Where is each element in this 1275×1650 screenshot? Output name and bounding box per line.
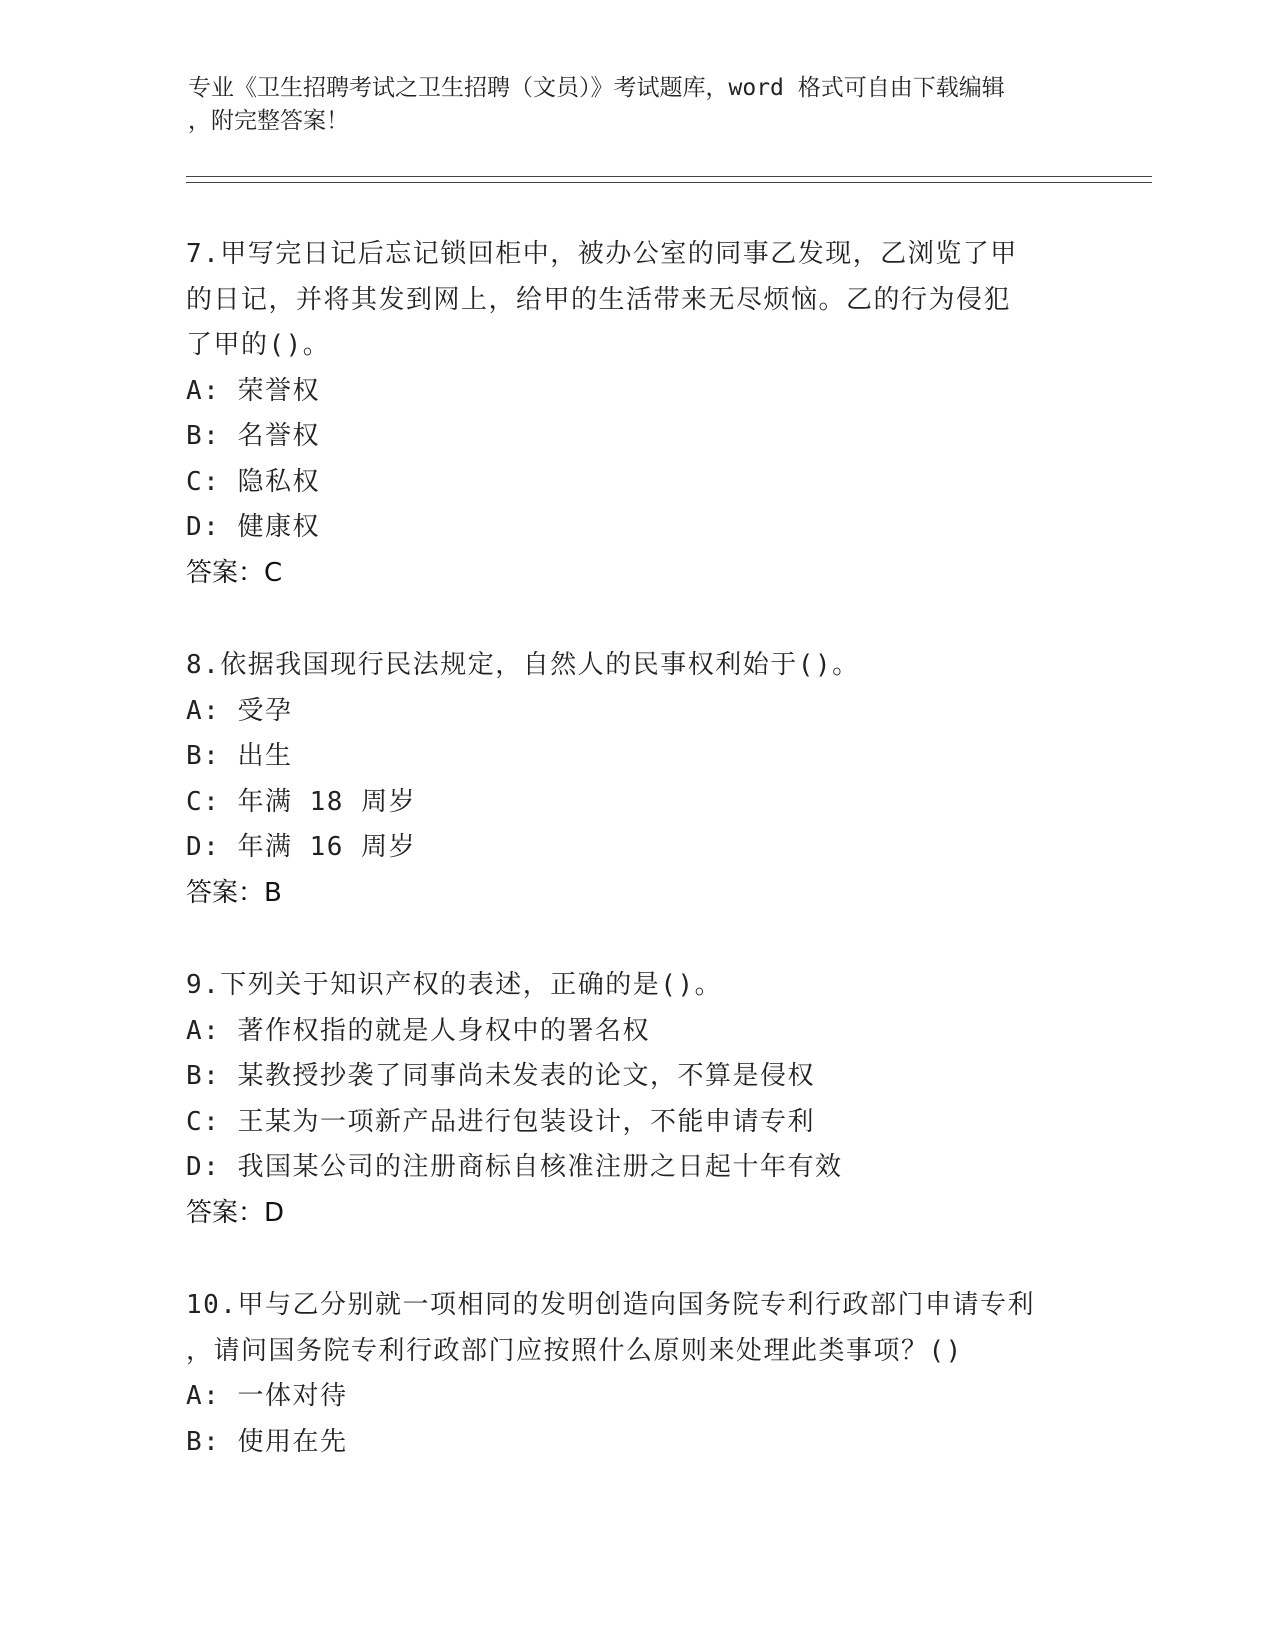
option-d: D: 我国某公司的注册商标自核准注册之日起十年有效 bbox=[186, 1152, 843, 1182]
document-header bbox=[188, 72, 1088, 138]
answer: 答案：C bbox=[186, 557, 283, 588]
option-a: A: 受孕 bbox=[186, 695, 293, 726]
question-9 bbox=[186, 963, 1086, 1236]
question-7 bbox=[186, 232, 1086, 596]
header-line: 专业《卫生招聘考试之卫生招聘（文员）》考试题库，word 格式可自由下载编辑 bbox=[188, 75, 1005, 101]
header-divider bbox=[186, 182, 1152, 183]
option-b: B: 名誉权 bbox=[186, 421, 320, 451]
option-c: C: 王某为一项新产品进行包装设计，不能申请专利 bbox=[186, 1106, 815, 1137]
question-text: 8.依据我国现行民法规定，自然人的民事权利始于()。 bbox=[186, 650, 860, 680]
option-a: A: 著作权指的就是人身权中的署名权 bbox=[186, 1015, 650, 1046]
question-text: ，请问国务院专利行政部门应按照什么原则来处理此类事项？() bbox=[186, 1335, 963, 1366]
option-d: D: 健康权 bbox=[186, 512, 320, 542]
option-b: B: 使用在先 bbox=[186, 1426, 348, 1457]
question-8 bbox=[186, 643, 1086, 916]
option-a: A: 荣誉权 bbox=[186, 375, 320, 406]
question-text: 了甲的()。 bbox=[186, 330, 331, 360]
header-divider bbox=[186, 176, 1152, 177]
option-c: C: 年满 18 周岁 bbox=[186, 786, 417, 817]
answer: 答案：D bbox=[186, 1197, 285, 1228]
question-text: 10.甲与乙分别就一项相同的发明创造向国务院专利行政部门申请专利 bbox=[186, 1290, 1035, 1320]
option-b: B: 出生 bbox=[186, 741, 293, 771]
answer: 答案：B bbox=[186, 877, 282, 908]
question-text: 9.下列关于知识产权的表述，正确的是()。 bbox=[186, 970, 723, 1000]
header-line: ，附完整答案！ bbox=[188, 108, 349, 134]
option-d: D: 年满 16 周岁 bbox=[186, 832, 417, 862]
question-10 bbox=[186, 1283, 1086, 1465]
question-text: 7.甲写完日记后忘记锁回柜中，被办公室的同事乙发现，乙浏览了甲 bbox=[186, 239, 1018, 269]
option-b: B: 某教授抄袭了同事尚未发表的论文，不算是侵权 bbox=[186, 1061, 815, 1091]
option-c: C: 隐私权 bbox=[186, 466, 320, 497]
question-text: 的日记，并将其发到网上，给甲的生活带来无尽烦恼。乙的行为侵犯 bbox=[186, 284, 1012, 315]
option-a: A: 一体对待 bbox=[186, 1381, 348, 1411]
